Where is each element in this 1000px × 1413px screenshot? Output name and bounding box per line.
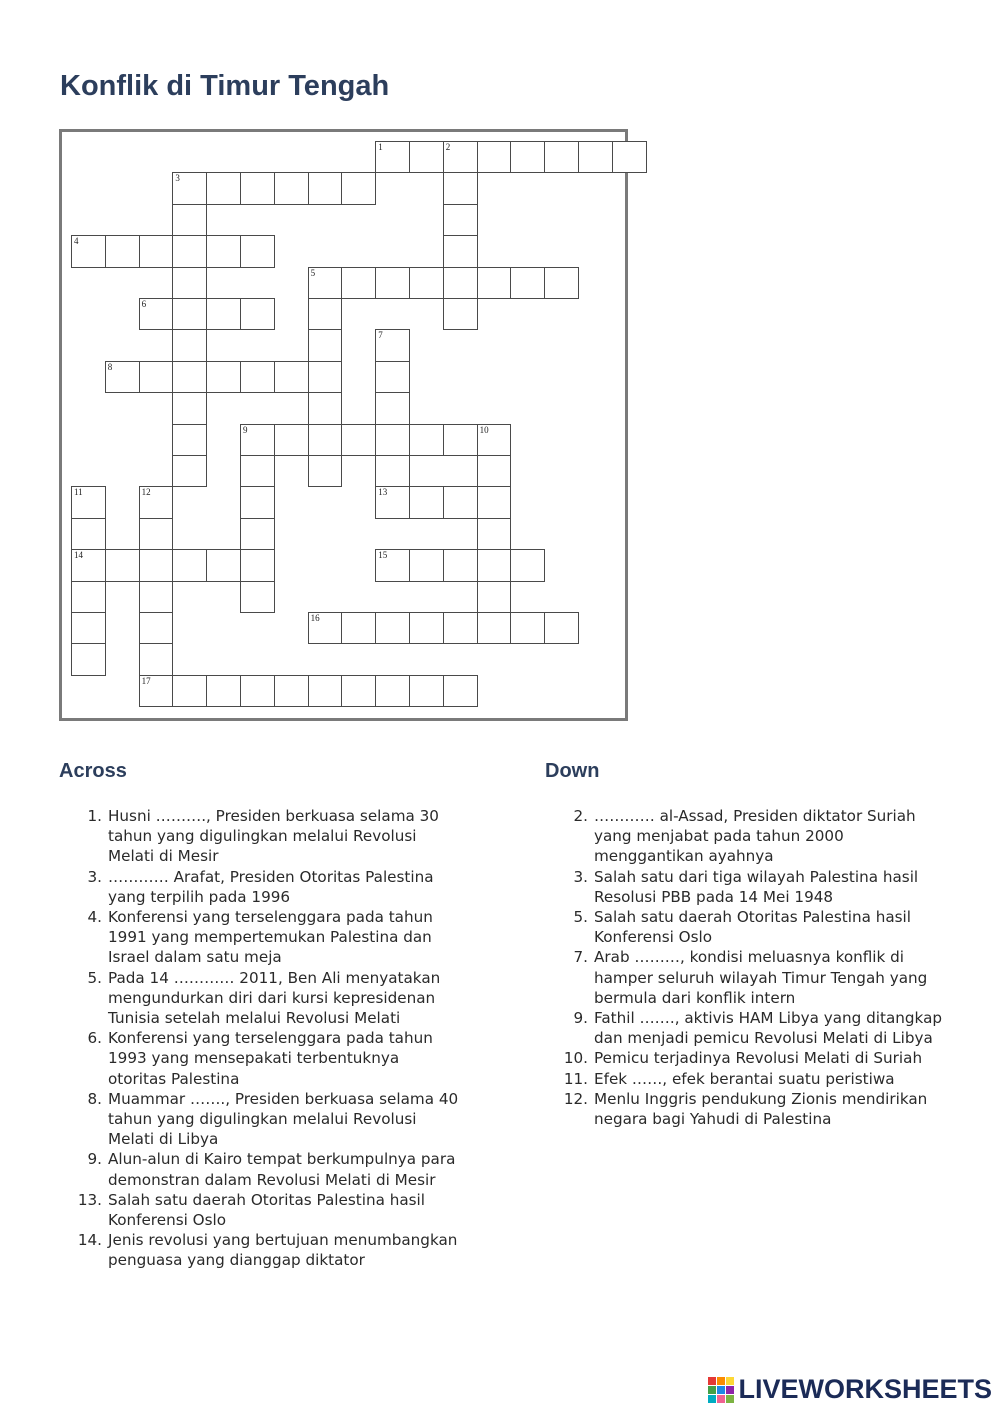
grid-cell[interactable] [172,267,207,299]
grid-cell[interactable] [375,392,410,424]
grid-cell[interactable] [139,486,174,518]
clue-number: 9 [243,424,248,435]
grid-cell[interactable] [477,141,512,173]
liveworksheets-logo[interactable] [708,1374,992,1405]
down-clue [546,907,946,947]
grid-cell[interactable] [477,581,512,613]
grid-cell[interactable] [105,549,140,581]
logo-square [717,1386,725,1394]
clue-text: ………… al-Assad, Presiden diktator Suriah yang menjabat pada tahun 2000 menggantikan ayahnya [594,807,916,866]
grid-cell[interactable] [443,141,478,173]
down-clue [546,1069,946,1089]
clue-text: Pemicu terjadinya Revolusi Melati di Suriah [594,1049,923,1068]
down-heading: Down [545,760,600,782]
grid-cell[interactable] [206,361,241,393]
clue-text: Efek ……, efek berantai suatu peristiwa [594,1069,895,1088]
logo-square [717,1395,725,1403]
clue-text: Jenis revolusi yang bertujuan menumbangkan penguasa yang dianggap diktator [108,1231,458,1270]
grid-cell[interactable] [375,329,410,361]
grid-cell[interactable] [71,235,106,267]
grid-cell[interactable] [375,141,410,173]
clue-number: 17 [141,675,151,686]
grid-cell[interactable] [172,204,207,236]
clue-num: 5. [87,968,102,987]
grid-cell[interactable] [308,392,343,424]
grid-cell[interactable] [172,235,207,267]
grid-cell[interactable] [443,549,478,581]
grid-cell[interactable] [240,549,275,581]
clue-num: 4. [87,908,102,927]
grid-cell[interactable] [139,298,174,330]
grid-cell[interactable] [172,361,207,393]
clue-num: 9. [573,1009,588,1028]
across-clue [60,968,460,1029]
down-clue [546,1048,946,1068]
clue-num: 8. [87,1089,102,1108]
grid-cell[interactable] [409,267,444,299]
grid-cell[interactable] [544,267,579,299]
grid-cell[interactable] [206,675,241,707]
down-clue [546,867,946,907]
grid-cell[interactable] [375,486,410,518]
grid-cell[interactable] [341,424,376,456]
clue-num: 3. [87,867,102,886]
clue-number: 11 [74,487,83,498]
clue-text: Fathil ……., aktivis HAM Libya yang ditangkap dan menjadi pemicu Revolusi Melati di Libya [594,1009,943,1048]
clue-num: 5. [573,908,588,927]
grid-cell[interactable] [409,141,444,173]
logo-text: LIVEWORKSHEETS [738,1374,992,1404]
grid-cell[interactable] [443,235,478,267]
clue-number: 13 [378,487,388,498]
clue-text: Salah satu daerah Otoritas Palestina hasil Konferensi Oslo [594,908,911,947]
grid-cell[interactable] [443,424,478,456]
down-clue [546,1008,946,1048]
grid-cell[interactable] [308,455,343,487]
grid-cell[interactable] [375,455,410,487]
clue-number: 12 [141,487,151,498]
clue-number: 3 [175,173,180,184]
grid-cell[interactable] [172,298,207,330]
down-clue [546,1089,946,1129]
clue-number: 4 [74,236,79,247]
clue-text: ………… Arafat, Presiden Otoritas Palestina yang terpilih pada 1996 [108,867,434,906]
grid-cell[interactable] [477,455,512,487]
across-heading: Across [59,760,127,782]
logo-square [708,1395,716,1403]
grid-cell[interactable] [206,549,241,581]
grid-cell[interactable] [308,424,343,456]
grid-cell[interactable] [308,612,343,644]
grid-cell[interactable] [375,675,410,707]
grid-cell[interactable] [443,675,478,707]
grid-cell[interactable] [578,141,613,173]
logo-square [726,1395,734,1403]
grid-cell[interactable] [443,486,478,518]
across-clue [60,867,460,907]
grid-cell[interactable] [172,424,207,456]
clue-number: 14 [74,550,83,561]
clue-text: Muammar ……., Presiden berkuasa selama 40 tahun yang digulingkan melalui Revolusi Melati di Libya [108,1089,459,1149]
logo-mark-icon [708,1377,734,1403]
grid-cell[interactable] [544,612,579,644]
grid-cell[interactable] [105,361,140,393]
grid-cell[interactable] [341,612,376,644]
clue-text: Alun-alun di Kairo tempat berkumpulnya para demonstran dalam Revolusi Melati di Mesir [108,1150,456,1189]
grid-cell[interactable] [240,361,275,393]
grid-cell[interactable] [172,549,207,581]
grid-cell[interactable] [274,172,309,204]
grid-cell[interactable] [139,549,174,581]
grid-cell[interactable] [274,361,309,393]
logo-square [708,1377,716,1385]
clue-num: 3. [573,867,588,886]
grid-cell[interactable] [240,486,275,518]
down-clue [546,806,946,867]
clue-num: 11. [563,1069,588,1088]
grid-cell[interactable] [274,675,309,707]
across-clue [60,1190,460,1230]
logo-square [726,1386,734,1394]
grid-cell[interactable] [375,361,410,393]
grid-cell[interactable] [139,581,174,613]
clue-number: 16 [310,613,320,623]
clue-num: 10. [563,1049,588,1068]
grid-cell[interactable] [172,172,207,204]
clue-num: 13. [77,1190,102,1209]
grid-cell[interactable] [139,643,174,675]
grid-cell[interactable] [71,486,106,518]
across-clue [60,1230,460,1270]
clue-text: Arab ………, kondisi meluasnya konflik di hamper seluruh wilayah Timur Tengah yang bermula dari konflik intern [594,948,928,1007]
down-clue [546,947,946,1008]
grid-cell[interactable] [510,612,545,644]
grid-cell[interactable] [341,172,376,204]
across-clue [60,1149,460,1189]
across-clue [60,1028,460,1089]
clue-num: 1. [87,807,102,825]
grid-cell[interactable] [105,235,140,267]
logo-square [726,1377,734,1385]
grid-cell[interactable] [139,675,174,707]
grid-cell[interactable] [443,267,478,299]
grid-cell[interactable] [477,612,512,644]
grid-cell[interactable] [71,612,106,644]
clue-text: Konferensi yang terselenggara pada tahun 1993 yang mensepakati terbentuknya otoritas Palestina [108,1029,433,1088]
grid-cell[interactable] [443,204,478,236]
grid-cell[interactable] [71,581,106,613]
grid-cell[interactable] [274,424,309,456]
grid-cell[interactable] [308,361,343,393]
grid-cell[interactable] [477,267,512,299]
grid-cell[interactable] [172,329,207,361]
clue-number: 2 [445,142,451,152]
grid-cell[interactable] [308,675,343,707]
grid-cell[interactable] [172,455,207,487]
grid-cell[interactable] [477,486,512,518]
clue-text: Salah satu daerah Otoritas Palestina hasil Konferensi Oslo [108,1190,425,1230]
grid-cell[interactable] [341,675,376,707]
grid-cell[interactable] [71,549,106,581]
grid-cell[interactable] [240,675,275,707]
grid-cell[interactable] [477,518,512,550]
grid-cell[interactable] [172,675,207,707]
grid-cell[interactable] [477,424,512,456]
clue-text: Husni ………., Presiden berkuasa selama 30 tahun yang digulingkan melalui Revolusi Melati di Mesir [108,807,439,866]
logo-square [708,1386,716,1394]
grid-cell[interactable] [375,549,410,581]
grid-cell[interactable] [375,424,410,456]
grid-cell[interactable] [409,675,444,707]
grid-cell[interactable] [308,298,343,330]
grid-cell[interactable] [139,518,174,550]
clue-number: 8 [107,361,113,372]
across-clue-list [60,806,460,1271]
clue-number: 7 [378,330,383,341]
grid-cell[interactable] [341,267,376,299]
clue-num: 2. [573,807,588,825]
grid-cell[interactable] [375,612,410,644]
grid-cell[interactable] [409,424,444,456]
grid-cell[interactable] [443,172,478,204]
down-clue-list [546,806,946,1129]
clue-number: 15 [378,550,388,561]
grid-cell[interactable] [240,298,275,330]
clue-text: Pada 14 ………… 2011, Ben Ali menyatakan mengundurkan diri dari kursi kepresidenan Tunisia setelah melalui Revolusi Melati [108,968,441,1028]
grid-cell[interactable] [71,518,106,550]
grid-cell[interactable] [240,235,275,267]
clue-num: 9. [87,1150,102,1169]
clue-text: Konferensi yang terselenggara pada tahun 1991 yang mempertemukan Palestina dan Israel dalam satu meja [108,908,433,967]
clue-number: 1 [378,142,383,152]
clue-num: 14. [77,1231,102,1250]
clue-num: 6. [87,1029,102,1048]
grid-cell[interactable] [240,424,275,456]
logo-square [717,1377,725,1385]
grid-cell[interactable] [612,141,647,173]
across-clue [60,1089,460,1150]
grid-cell[interactable] [308,172,343,204]
grid-cell[interactable] [206,298,241,330]
grid-cell[interactable] [477,549,512,581]
grid-cell[interactable] [308,267,343,299]
clue-number: 6 [141,299,147,309]
grid-cell[interactable] [443,298,478,330]
grid-cell[interactable] [510,141,545,173]
grid-cell[interactable] [240,172,275,204]
grid-cell[interactable] [443,612,478,644]
across-clue [60,907,460,968]
across-clue [60,806,460,867]
grid-cell[interactable] [206,235,241,267]
grid-cell[interactable] [409,549,444,581]
grid-cell[interactable] [308,329,343,361]
grid-cell[interactable] [139,361,174,393]
grid-cell[interactable] [510,267,545,299]
grid-cell[interactable] [206,172,241,204]
clue-number: 5 [310,267,316,278]
clue-num: 12. [563,1089,588,1108]
grid-cell[interactable] [139,612,174,644]
clue-text: Salah satu dari tiga wilayah Palestina hasil Resolusi PBB pada 14 Mei 1948 [594,867,919,906]
grid-cell[interactable] [172,392,207,424]
grid-cell[interactable] [510,549,545,581]
grid-cell[interactable] [240,455,275,487]
grid-cell[interactable] [139,235,174,267]
clue-text: Menlu Inggris pendukung Zionis mendirikan negara bagi Yahudi di Palestina [594,1089,928,1129]
page-title: Konflik di Timur Tengah [60,70,390,102]
clue-num: 7. [573,948,588,967]
grid-cell[interactable] [240,581,275,613]
grid-cell[interactable] [544,141,579,173]
grid-cell[interactable] [409,612,444,644]
grid-cell[interactable] [71,643,106,675]
grid-cell[interactable] [409,486,444,518]
clue-number: 10 [479,424,489,435]
grid-cell[interactable] [375,267,410,299]
grid-cell[interactable] [240,518,275,550]
